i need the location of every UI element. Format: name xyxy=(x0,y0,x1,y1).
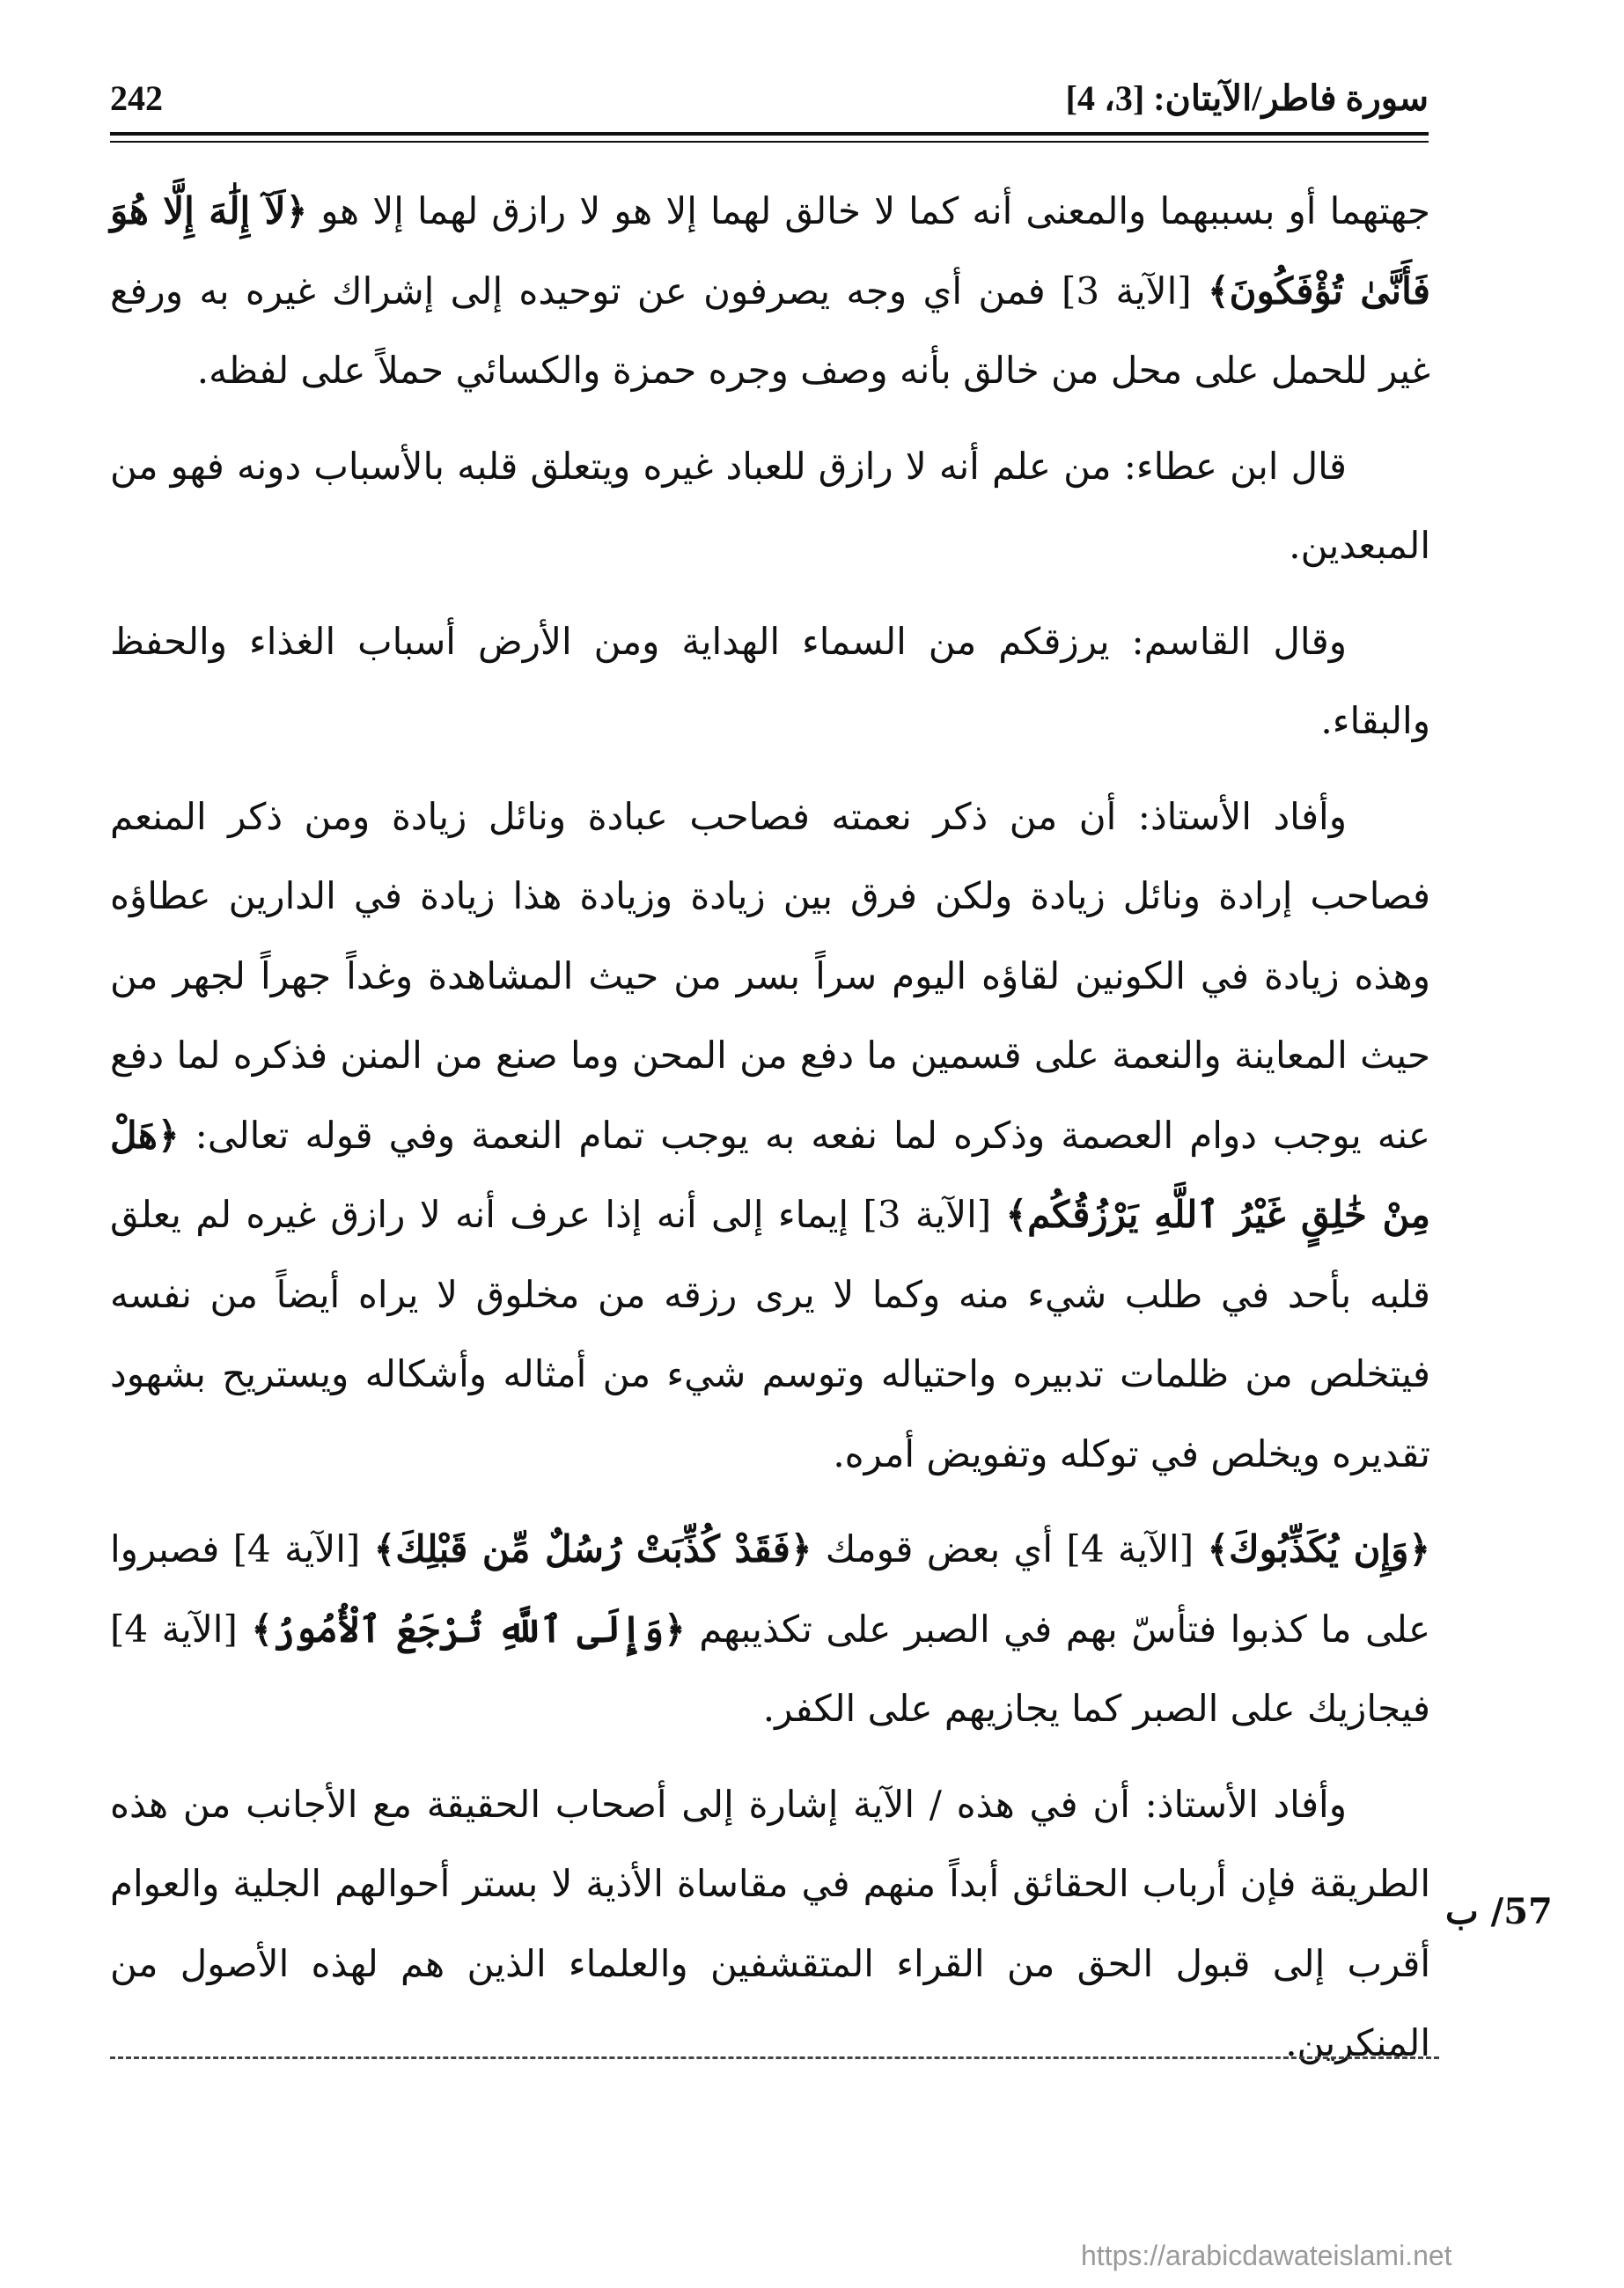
paragraph-text: وأفاد الأستاذ: أن في هذه / الآية إشارة إلى أصحاب الحقيقة مع الأجانب من هذه الطريقة فإن أرباب الحقائق أبداً منهم في مقاساة الأذية لا بستر أحوالهم الجلية والعوام أقرب إلى قبول الحق من القراء المتقشفين والعلماء الذين هم لهذه الأصول من المنكرين. xyxy=(110,1782,1430,2064)
paragraph xyxy=(110,427,1430,586)
paragraph-text: [الآية 3] فمن أي وجه يصرفون عن توحيده إلى إشراك غيره به ورفع غير للحمل على محل من خالق بأنه وصف وجره حمزة والكسائي حملاً على لفظه. xyxy=(110,269,1430,392)
quran-verse: ﴿فَقَدْ كُذِّبَتْ رُسُلٌ مِّن قَبْلِكَ﴾ xyxy=(373,1527,812,1571)
paragraph xyxy=(110,1510,1430,1749)
quran-verse: ﴿وَإِن يُكَذِّبُوكَ﴾ xyxy=(1207,1527,1430,1571)
main-text xyxy=(110,172,1430,2100)
quran-verse: ﴿لَآ إِلَٰهَ إِلَّا هُوَ فَأَنَّىٰ تُؤْفَكُونَ﴾ xyxy=(110,189,1430,313)
paragraph-text: [الآية 3] إيماء إلى أنه إذا عرف أنه لا رازق غيره لم يعلق قلبه بأحد في طلب شيء منه وكما لا يرى رزقه من مخلوق لا يراه أيضاً من نفسه فيتخلص من ظلمات تدبيره واحتياله وتوسم شيء من أمثاله وأشكاله ويستريح بشهود تقديره ويخلص في توكله وتفويض أمره. xyxy=(110,1193,1430,1475)
page-number: 242 xyxy=(110,78,163,118)
surah-title: سورة فاطر/الآيتان: [3، 4] xyxy=(1065,78,1429,118)
paragraph-text: جهتهما أو بسببهما والمعنى أنه كما لا خالق لهما إلا هو لا رازق لهما إلا هو xyxy=(307,189,1430,232)
paragraph xyxy=(110,602,1430,761)
page-header xyxy=(110,72,1429,121)
paragraph xyxy=(110,172,1430,411)
paragraph-text: [الآية 4] فيجازيك على الصبر كما يجازيهم على الكفر. xyxy=(110,1607,1430,1730)
header-rule-thick xyxy=(110,132,1429,136)
paragraph-text: [الآية 4] أي بعض قومك xyxy=(812,1527,1208,1571)
manuscript-folio-note: 57/ ب xyxy=(1445,1891,1553,1932)
paragraph-text: قال ابن عطاء: من علم أنه لا رازق للعباد غيره ويتعلق قلبه بالأسباب دونه فهو من المبعدين. xyxy=(110,444,1430,567)
header-rule-thin xyxy=(110,141,1429,143)
paragraph-text: [الآية 4] فصبروا على ما كذبوا فتأسّ بهم في الصبر على تكذيبهم xyxy=(110,1527,1431,1651)
paragraph xyxy=(110,1765,1430,2084)
paragraph xyxy=(110,777,1430,1495)
quran-verse: ﴿وَإِلَى ٱللَّهِ تُرْجَعُ ٱلْأُمُورُ﴾ xyxy=(251,1607,686,1651)
dashed-separator xyxy=(110,2056,1439,2059)
paragraph-text: وقال القاسم: يرزقكم من السماء الهداية ومن الأرض أسباب الغذاء والحفظ والبقاء. xyxy=(110,619,1430,742)
paragraph-text: وأفاد الأستاذ: أن من ذكر نعمته فصاحب عبادة ونائل زيادة ومن ذكر المنعم فصاحب إرادة ونائل زيادة ولكن فرق بين زيادة وزيادة هذا زيادة في الدارين عطاؤه وهذه زيادة في الكونين لقاؤه اليوم سراً بسر من حيث المشاهدة وغداً جهراً لجهر من حيث المعاينة والنعمة على قسمين ما دفع من المحن وما صنع من المنن فذكره لما دفع عنه يوجب دوام العصمة وذكره لما نفعه به يوجب تمام النعمة وفي قوله تعالى: xyxy=(110,794,1430,1157)
watermark-url: https://arabicdawateislami.net xyxy=(1081,2240,1452,2271)
quran-verse: ﴿هَلْ مِنْ خَٰلِقٍ غَيْرُ ٱللَّهِ يَرْزُقُكُم﴾ xyxy=(110,1113,1430,1236)
